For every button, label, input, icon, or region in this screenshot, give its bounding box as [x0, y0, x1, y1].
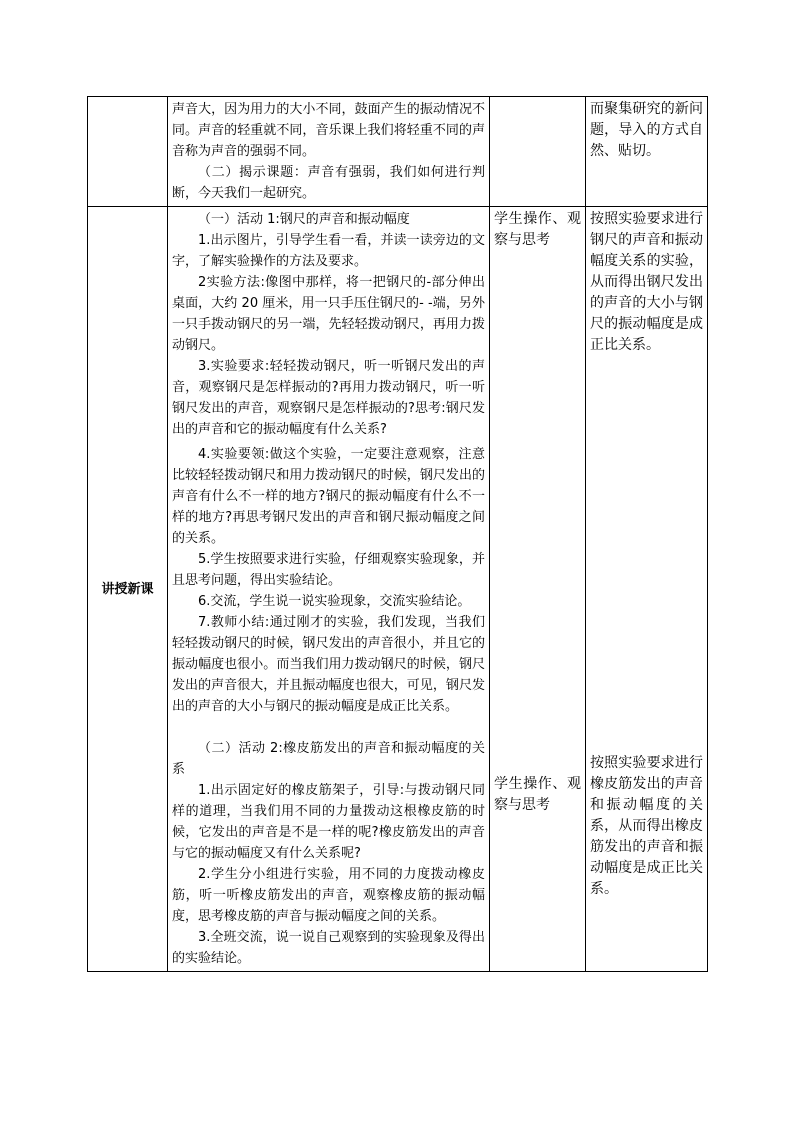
content-paragraph: 4.实验要领:做这个实验，一定要注意观察，注意比较轻轻拨动钢尺和用力拨动钢尺的时候，钢尺发出的声音有什么不一样的地方?钢尺的振动幅度有什么不一样的地方?再思考钢尺发出的声音和钢尺振动幅度之间的关系。: [172, 447, 485, 546]
design-intent-text: 按照实验要求进行钢尺的声音和振动幅度关系的实验，从而得出钢尺发出的声音的大小与钢尺的振动幅度是成正比关系。: [590, 211, 703, 353]
student-activity-text: 学生操作、观察与思考: [494, 211, 581, 248]
row-label-cell: [88, 97, 168, 207]
content-paragraph: 3.全班交流，说一说自己观察到的实验现象及得出的实验结论。: [172, 930, 485, 966]
content-paragraph: 7.教师小结:通过刚才的实验，我们发现，当我们轻轻拨动钢尺的时候，钢尺发出的声音很小，并且它的振动幅度也很小。而当我们用力拨动钢尺的时候，钢尺发出的声音很大，并且振动幅度也很大，可见，钢尺发出的声音的大小与钢尺的振动幅度是成正比关系。: [172, 615, 485, 714]
table-row-new-lesson: [88, 207, 708, 972]
content-paragraph: 1.出示固定好的橡皮筋架子，引导:与拨动钢尺同样的道理，当我们用不同的力量拨动这根橡皮筋的时候，它发出的声音是不是一样的呢?橡皮筋发出的声音与它的振动幅度又有什么关系呢?: [172, 783, 485, 861]
activity-heading: （二）活动 2:橡皮筋发出的声音和振动幅度的关系: [172, 741, 485, 777]
student-activity-cell: [490, 97, 586, 207]
design-intent-cell: [586, 97, 708, 207]
student-activity-text: 学生操作、观察与思考: [494, 776, 581, 813]
content-cell: [168, 207, 490, 972]
table-row-intro: [88, 97, 708, 207]
row-label-cell: 讲授新课: [88, 207, 168, 972]
content-paragraph: 1.出示图片，引导学生看一看，并读一读旁边的文字，了解实验操作的方法及要求。: [172, 233, 485, 269]
content-paragraph: 2.学生分小组进行实验，用不同的力度拨动橡皮筋，听一听橡皮筋发出的声音，观察橡皮筋的振动幅度，思考橡皮筋的声音与振动幅度之间的关系。: [172, 867, 485, 924]
content-paragraph: 声音大，因为用力的大小不同，鼓面产生的振动情况不同。声音的轻重就不同，音乐课上我们将轻重不同的声音称为声音的强弱不同。: [172, 102, 485, 159]
content-paragraph: 5.学生按照要求进行实验，仔细观察实验现象，并且思考问题，得出实验结论。: [172, 552, 485, 588]
design-intent-text: 按照实验要求进行橡皮筋发出的声音和振动幅度的关系，从而得出橡皮筋发出的声音和振动幅度是成正比关系。: [590, 755, 703, 897]
student-activity-cell: [490, 207, 586, 972]
content-paragraph: 3.实验要求:轻轻拨动钢尺，听一听钢尺发出的声音，观察钢尺是怎样振动的?再用力拨动钢尺，听一听钢尺发出的声音，观察钢尺是怎样振动的?思考:钢尺发出的声音和它的振动幅度有什么关系?: [172, 359, 485, 437]
activity-heading: （一）活动 1:钢尺的声音和振动幅度: [198, 212, 410, 227]
design-intent-text: 而聚集研究的新问题，导入的方式自然、贴切。: [590, 101, 703, 159]
content-paragraph: 2实验方法:像图中那样，将一把钢尺的-部分伸出桌面，大约 20 厘米，用一只手压住钢尺的- -端，另外一只手拨动钢尺的另一端，先轻轻拨动钢尺，再用力拨动钢尺。: [172, 275, 485, 353]
content-cell: [168, 97, 490, 207]
design-intent-cell: [586, 207, 708, 972]
content-paragraph: 6.交流，学生说一说实验现象，交流实验结论。: [198, 594, 471, 609]
lesson-plan-table: [87, 96, 708, 972]
content-paragraph: （二）揭示课题：声音有强弱，我们如何进行判断，今天我们一起研究。: [172, 165, 485, 201]
